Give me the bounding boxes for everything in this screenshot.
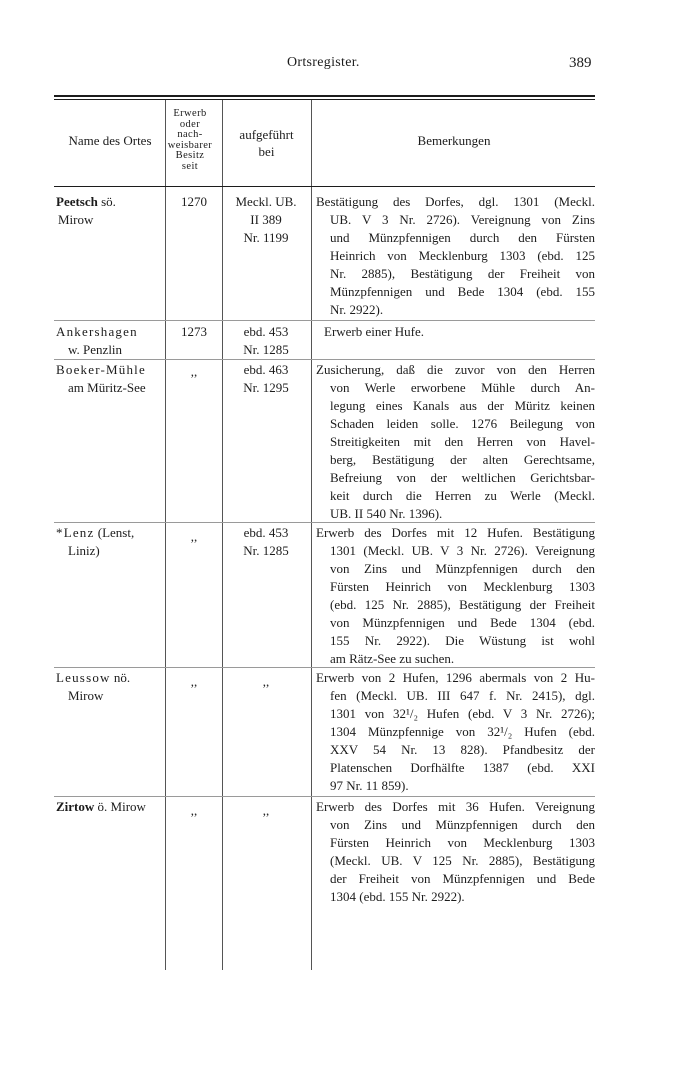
remark-line: Befreiung von der weltlichen Gerichtsbar- — [330, 470, 595, 485]
row-separator — [54, 320, 595, 321]
remark-line: 1304 (ebd. 155 Nr. 2922). — [330, 889, 465, 904]
row-ankershagen-year: 1273 — [181, 324, 207, 339]
row-separator — [54, 796, 595, 797]
place-location: am Müritz-See — [68, 380, 146, 395]
row-boeker-muehle-year: ,, — [190, 364, 198, 379]
place-alt-names: (Lenst, — [94, 525, 135, 540]
header-aufgefuehrt-line: bei — [258, 144, 275, 159]
remark-line: von Münzpfennigen und Bede 1304 (ebd. — [330, 615, 595, 630]
header-aufgefuehrt-line: aufgeführt — [239, 127, 294, 142]
remark-line: 1301 von 32¹/₂ Hufen (ebd. V 3 Nr. 2726); — [330, 706, 595, 721]
remark-line: keit durch die Herren zu Werle (Meckl. — [330, 488, 595, 503]
top-rule-thin — [54, 99, 595, 100]
row-ankershagen-ref — [224, 323, 308, 359]
remark-line: Streitigkeiten mit den Herren von Havel- — [330, 434, 595, 449]
ref-line: ,, — [262, 674, 270, 689]
place-name: Boeker-Mühle — [56, 362, 146, 377]
remark-line: Fürsten Heinrich von Mecklenburg 1303 — [330, 579, 595, 594]
ref-line: ebd. 463 — [243, 362, 289, 377]
place-name: Peetsch — [56, 194, 98, 209]
place-direction: nö. — [110, 670, 131, 685]
row-leussow-remarks — [316, 669, 595, 795]
remark-line: Heinrich von Mecklenburg 1303 (ebd. 125 — [330, 248, 595, 263]
row-zirtow-ref — [224, 802, 308, 820]
row-separator — [54, 359, 595, 360]
row-peetsch-ref — [224, 193, 308, 247]
remark-line: der Freiheit von Münzpfennigen und Bede — [330, 871, 595, 886]
remark-line: Erwerb einer Hufe. — [324, 324, 424, 339]
remark-line: Erwerb von 2 Hufen, 1296 abermals von 2 Hu- — [316, 670, 595, 685]
header-aufgefuehrt — [223, 126, 310, 160]
row-leussow-year: ,, — [190, 674, 198, 689]
row-leussow-ref — [224, 673, 308, 691]
remark-line: berg, Bestätigung der alten Gerechtsame, — [330, 452, 595, 467]
row-zirtow-year: ,, — [190, 803, 198, 818]
row-lenz-year: ,, — [190, 529, 198, 544]
remark-line: Münzpfennigen und Bede 1304 (ebd. 155 — [330, 284, 595, 299]
row-separator — [54, 522, 595, 523]
header-bemerkungen: Bemerkungen — [417, 133, 491, 148]
ref-line: Nr. 1199 — [243, 230, 289, 245]
top-rule-heavy — [54, 95, 595, 97]
column-divider-3 — [311, 100, 312, 970]
place-name: *Lenz — [56, 525, 95, 540]
row-zirtow-name — [56, 798, 164, 816]
header-erwerb-line: Erwerb — [173, 108, 207, 119]
ref-line: Nr. 1285 — [243, 543, 289, 558]
place-direction: sö. — [97, 194, 116, 209]
header-erwerb-line: weisbarer — [167, 139, 213, 151]
ref-line: Nr. 1285 — [243, 342, 289, 357]
place-location: Mirow — [68, 688, 104, 703]
ref-line: ,, — [262, 803, 270, 818]
remark-line: Erwerb des Dorfes mit 12 Hufen. Bestätigung — [316, 525, 595, 540]
column-divider-2 — [222, 100, 223, 970]
row-separator — [54, 667, 595, 668]
remark-line: 97 Nr. 11 859). — [330, 778, 409, 793]
remark-line: am Rätz-See zu suchen. — [330, 651, 455, 666]
remark-line: (ebd. 125 Nr. 2885), Bestätigung der Freiheit — [330, 597, 595, 612]
header-erwerb — [157, 109, 223, 172]
row-peetsch-remarks — [316, 193, 595, 319]
remark-line: Nr. 2885), Bestätigung der Freiheit von — [330, 266, 595, 281]
ref-line: Nr. 1295 — [243, 380, 289, 395]
row-leussow-name — [56, 669, 164, 705]
remark-line: Schaden leiden solle. 1276 Beilegung von — [330, 416, 595, 431]
row-lenz-ref — [224, 524, 308, 560]
remark-line: fen (Meckl. UB. III 647 f. Nr. 2415), dgl. — [330, 688, 595, 703]
place-location: Mirow — [58, 212, 94, 227]
remark-line: Erwerb des Dorfes mit 36 Hufen. Vereignung — [316, 799, 595, 814]
row-ankershagen-name — [56, 323, 164, 359]
row-zirtow-remarks — [316, 798, 595, 906]
place-name: Ankershagen — [56, 324, 138, 339]
remark-line: 1304 Münzpfennige von 32¹/₂ Hufen (ebd. — [330, 724, 595, 739]
remark-line: von Zins und Münzpfennigen durch den — [330, 561, 595, 576]
place-location: w. Penzlin — [68, 342, 123, 357]
remark-line: Platenschen Dorfhälfte 1387 (ebd. XXI — [330, 760, 595, 775]
row-boeker-muehle-name — [56, 361, 164, 397]
row-lenz-name — [56, 524, 164, 560]
header-erwerb-line: oder — [179, 118, 201, 130]
remark-line: UB. II 540 Nr. 1396). — [330, 506, 443, 521]
row-peetsch-year: 1270 — [181, 194, 207, 209]
remark-line: UB. V 3 Nr. 2726). Vereignung von Zins — [330, 212, 595, 227]
header-rule — [54, 186, 595, 187]
row-ankershagen-remarks — [324, 323, 603, 341]
row-boeker-muehle-ref — [224, 361, 308, 397]
header-erwerb-line: Besitz — [175, 150, 205, 161]
row-peetsch-name — [56, 193, 164, 229]
ref-line: ebd. 453 — [243, 324, 289, 339]
remark-line: legung eines Kanals aus der Müritz keinen — [330, 398, 595, 413]
remark-line: XXV 54 Nr. 13 828). Pfandbesitz der — [330, 742, 595, 757]
remark-line: von Zins und Münzpfennigen durch den — [330, 817, 595, 832]
column-divider-1 — [165, 100, 166, 970]
header-erwerb-line: seit — [181, 160, 199, 172]
ref-line: Meckl. UB. — [235, 194, 297, 209]
page-number: 389 — [569, 55, 592, 71]
row-boeker-muehle-remarks — [316, 361, 595, 523]
remark-line: 1301 (Meckl. UB. V 3 Nr. 2726). Vereignung — [330, 543, 595, 558]
remark-line: Fürsten Heinrich von Mecklenburg 1303 — [330, 835, 595, 850]
place-name: Zirtow — [56, 799, 95, 814]
ref-line: ebd. 453 — [243, 525, 289, 540]
place-name: Leussow — [56, 670, 111, 685]
place-direction: ö. Mirow — [94, 799, 146, 814]
remark-line: Zusicherung, daß die zuvor von den Herren — [316, 362, 595, 377]
header-erwerb-line: nach- — [177, 129, 203, 140]
running-title: Ortsregister. — [287, 55, 360, 70]
header-name-des-ortes: Name des Ortes — [68, 133, 152, 148]
remark-line: Bestätigung des Dorfes, dgl. 1301 (Meckl. — [316, 194, 595, 209]
remark-line: und Münzpfennigen durch den Fürsten — [330, 230, 595, 245]
remark-line: von Werle erworbene Mühle durch An- — [330, 380, 595, 395]
place-location: Liniz) — [68, 543, 100, 558]
remark-line: Nr. 2922). — [330, 302, 384, 317]
row-lenz-remarks — [316, 524, 595, 668]
remark-line: (Meckl. UB. V 125 Nr. 2885), Bestätigung — [330, 853, 595, 868]
ref-line: II 389 — [250, 212, 282, 227]
remark-line: 155 Nr. 2922). Die Wüstung ist wohl — [330, 633, 595, 648]
